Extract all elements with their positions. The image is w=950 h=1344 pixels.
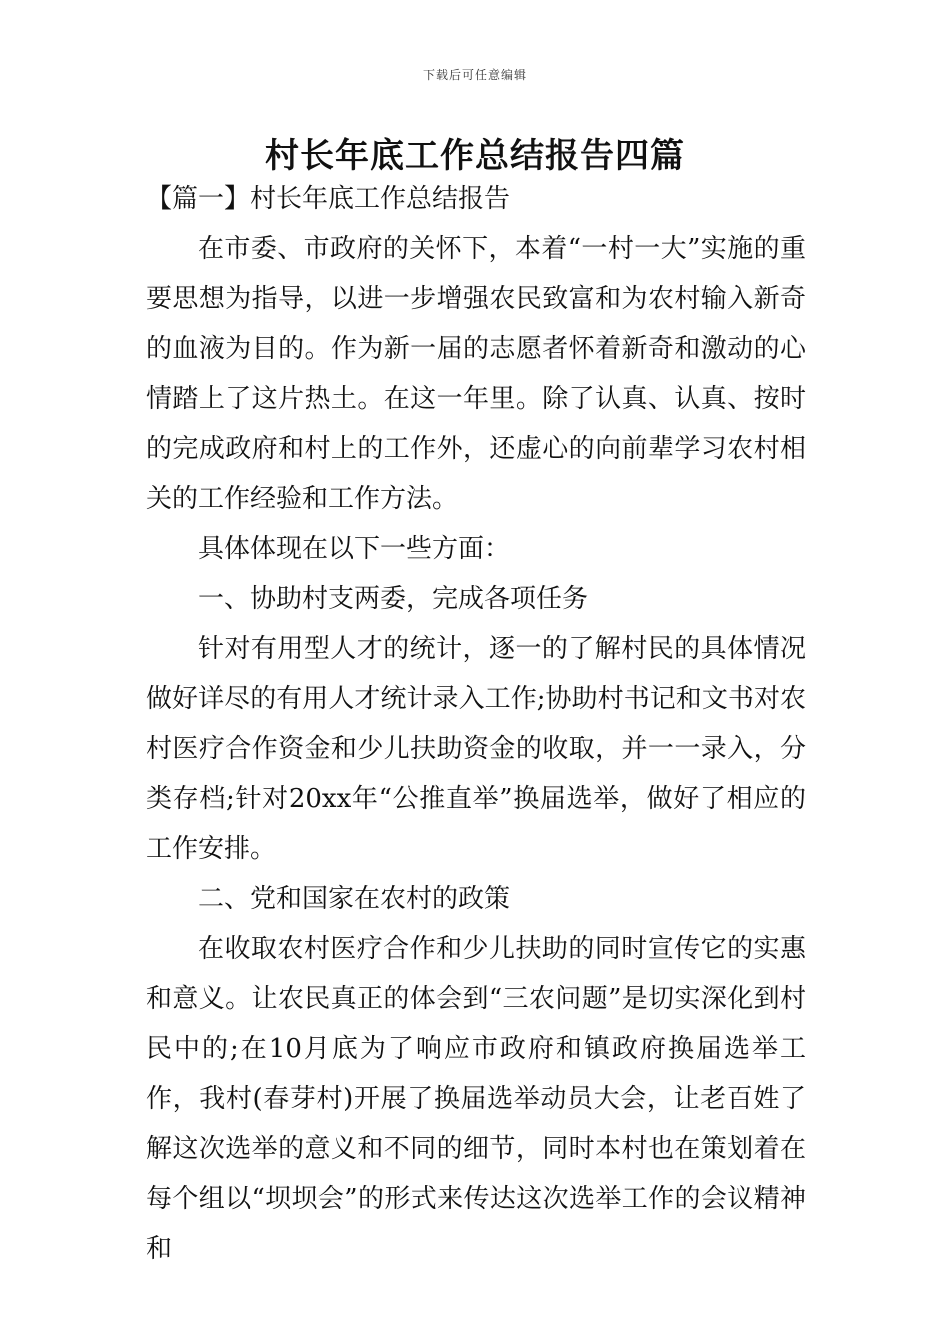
subheading-one: 一、协助村支两委，完成各项任务 (198, 584, 589, 614)
subheading-two: 二、党和国家在农村的政策 (198, 884, 511, 914)
document-body (146, 174, 806, 1274)
paragraph-aspects: 具体体现在以下一些方面： (198, 534, 511, 564)
paragraph-intro: 在市委、市政府的关怀下，本着“一村一大”实施的重要思想为指导，以进一步增强农民致富和为农村输入新奇的血液为目的。作为新一届的志愿者怀着新奇和激动的心情踏上了这片热土。在这一年里。除了认真、认真、按时的完成政府和村上的工作外，还虚心的向前辈学习农村相关的工作经验和工作方法。 (146, 234, 806, 514)
document-title: 村长年底工作总结报告四篇 (265, 136, 685, 176)
section-heading: 【篇一】村长年底工作总结报告 (146, 184, 511, 214)
paragraph-tasks: 针对有用型人才的统计，逐一的了解村民的具体情况做好详尽的有用人才统计录入工作;协助村书记和文书对农村医疗合作资金和少儿扶助资金的收取，并一一录入，分类存档;针对20xx年“公推直举”换届选举，做好了相应的工作安排。 (146, 634, 806, 864)
header-note: 下载后可任意编辑 (422, 68, 527, 82)
paragraph-policy: 在收取农村医疗合作和少儿扶助的同时宣传它的实惠和意义。让农民真正的体会到“三农问题”是切实深化到村民中的;在10月底为了响应市政府和镇政府换届选举工作，我村(春芽村)开展了换届选举动员大会，让老百姓了解这次选举的意义和不同的细节，同时本村也在策划着在每个组以“坝坝会”的形式来传达这次选举工作的会议精神和 (146, 934, 806, 1264)
